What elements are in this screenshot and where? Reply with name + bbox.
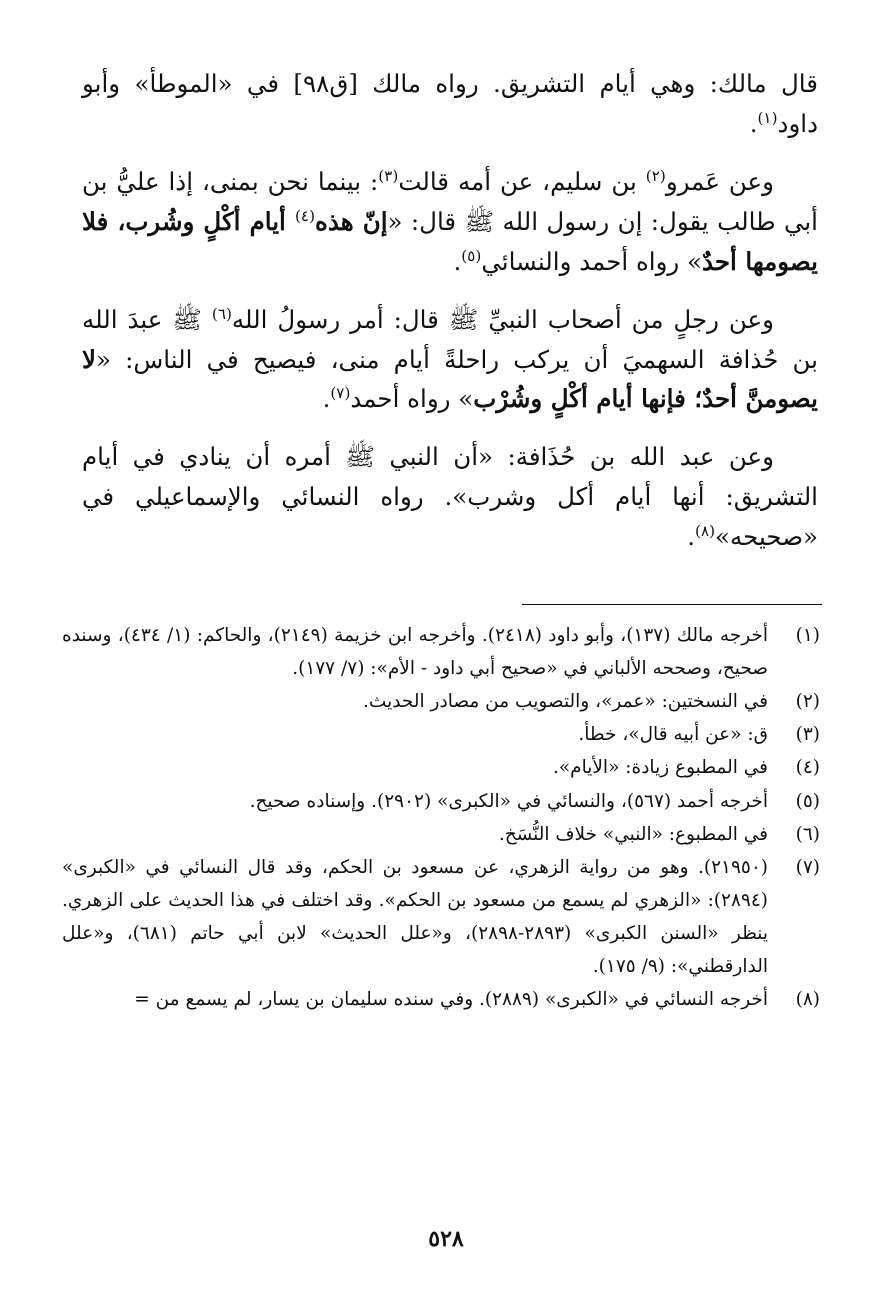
footnote [62,751,820,784]
footnote [62,685,820,718]
text-run: بن سليم، عن أمه قالت [398,166,646,196]
text-run: ﷺ عبدَ الله بن حُذافة السهميَ أن يركب راحلةً أيام منى، فيصيح في الناس: « [82,304,818,374]
footnote-text: في المطبوع: «النبي» خلاف النُّسَخ. [498,823,768,845]
footnote-ref[interactable]: (٦) [211,304,232,323]
text-run: . [687,522,695,552]
footnote-number: (١) [795,625,820,646]
footnote-text: أخرجه مالك (١٣٧)، وأبو داود (٢٤١٨). وأخرجه ابن خزيمة (٢١٤٩)، والحاكم: (١/ ٤٣٤)، وسنده صحيح، وصححه الألباني في «صحيح أبي داود - الأم»: (٧/ ١٧٧). [62,625,768,680]
footnote-text: في النسختين: «عمر»، والتصويب من مصادر الحديث. [363,691,768,713]
hadith-text: إنّ هذه [315,206,388,236]
text-run: » رواه أحمد [350,384,474,414]
footnote [62,818,820,851]
footnote-separator [522,604,822,605]
text-run: قال مالك: وهي أيام التشريق. رواه مالك [ق٩٨] في «الموطأ» وأبو داود [82,69,818,138]
footnote-ref[interactable]: (١) [757,108,778,127]
paragraph-2 [82,162,818,282]
footnote [62,785,820,818]
footnotes [62,619,820,1016]
footnote-ref[interactable]: (٣) [378,166,399,185]
footnote-ref[interactable]: (٧) [330,384,351,403]
footnote-text: ق: «عن أبيه قال»، خطأ. [578,724,768,746]
footnote-number: (٦) [795,823,820,845]
footnote-number: (٥) [795,790,820,812]
footnote [62,619,820,685]
footnote-text: أخرجه أحمد (٥٦٧)، والنسائي في «الكبرى» (٢٩٠٢). وإسناده صحيح. [249,790,768,812]
hadith-text: لا يصومنَّ أحدٌ؛ فإنها أيام أكْلٍ وشُرْب [82,344,818,414]
footnote [62,983,820,1016]
footnote [62,718,820,751]
footnote-ref[interactable]: (٨) [695,522,716,541]
paragraph-4 [82,437,818,557]
text-run: . [749,108,758,138]
footnote [62,851,820,983]
page-number: ٥٢٨ [428,1226,464,1252]
footnote-number: (٢) [795,691,820,713]
main-text [82,64,818,575]
text-run: . [322,384,331,414]
text-run: : بينما نحن بمنى، إذا عليُّ بن أبي طالب يقول: إن رسول الله ﷺ قال: « [82,166,818,236]
footnote-ref[interactable]: (٤) [294,206,315,225]
footnote-text: في المطبوع زيادة: «الأيام». [552,757,768,779]
text-run: وعن عَمرو [665,166,774,196]
footnote-ref[interactable]: (٥) [461,246,482,265]
footnote-number: (٨) [795,989,820,1011]
footnote-number: (٧) [795,856,820,878]
footnote-number: (٤) [795,757,820,779]
paragraph-3 [82,300,818,420]
footnote-text: (٢١٩٥٠). وهو من رواية الزهري، عن مسعود بن الحكم، وقد قال النسائي في «الكبرى» (٢٨٩٤): «الزهري لم يسمع من مسعود بن الحكم». وقد اختلف في هذا الحديث على الزهري. ينظر «السنن الكبرى» (٢٨٩٣-٢٨٩٨)، و«علل الحديث» لابن أبي حاتم (٦٨١)، و«علل الدارقطني»: (٩/ ١٧٥). [62,856,769,978]
text-run: وعن رجلٍ من أصحاب النبيِّ ﷺ قال: أمر رسولُ الله [231,304,774,334]
text-run: » رواه أحمد والنسائي [481,246,703,276]
text-run: . [453,246,462,276]
footnote-text: أخرجه النسائي في «الكبرى» (٢٨٨٩). وفي سنده سليمان بن يسار، لم يسمع من = [134,989,768,1011]
footnote-ref[interactable]: (٢) [645,166,666,185]
footnote-number: (٣) [795,724,820,746]
paragraph-1 [82,64,818,144]
text-run: وعن عبد الله بن حُذَافة: «أن النبي ﷺ أمره أن ينادي في أيام التشريق: أنها أيام أكل وشرب». رواه النسائي والإسماعيلي في «صحيحه» [82,442,818,552]
hadith-text: أيام أكْلٍ وشُرب، فلا يصومها أحدٌ [82,206,818,276]
